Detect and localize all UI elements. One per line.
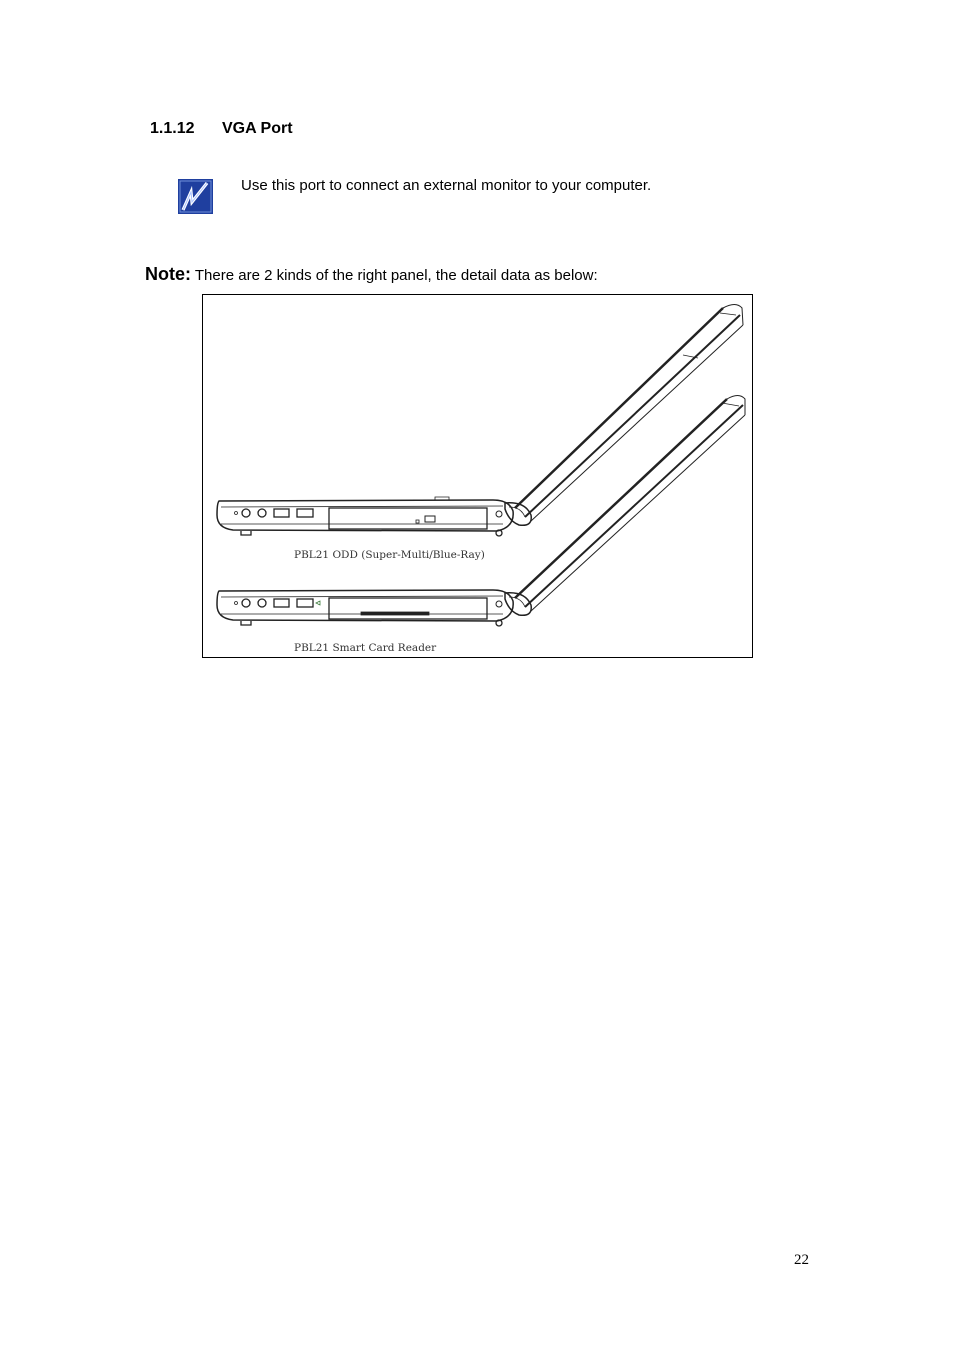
section-number: 1.1.12	[150, 120, 195, 137]
section-title: VGA Port	[222, 120, 293, 137]
page-number: 22	[794, 1252, 809, 1268]
note-label: Note:	[145, 264, 191, 284]
note-pen-icon	[178, 179, 213, 214]
laptop-odd-drawing	[217, 305, 743, 537]
right-panel-figure	[202, 294, 753, 658]
port-description: Use this port to connect an external monitor to your computer.	[241, 177, 652, 194]
laptop-smart-card-drawing	[217, 396, 745, 627]
note-text: There are 2 kinds of the right panel, the detail data as below:	[191, 267, 598, 284]
section-heading	[150, 119, 293, 139]
figure-caption-odd: PBL21 ODD (Super-Multi/Blue-Ray)	[294, 549, 485, 561]
figure-caption-smart-card: PBL21 Smart Card Reader	[294, 642, 437, 654]
note-paragraph	[145, 263, 598, 287]
